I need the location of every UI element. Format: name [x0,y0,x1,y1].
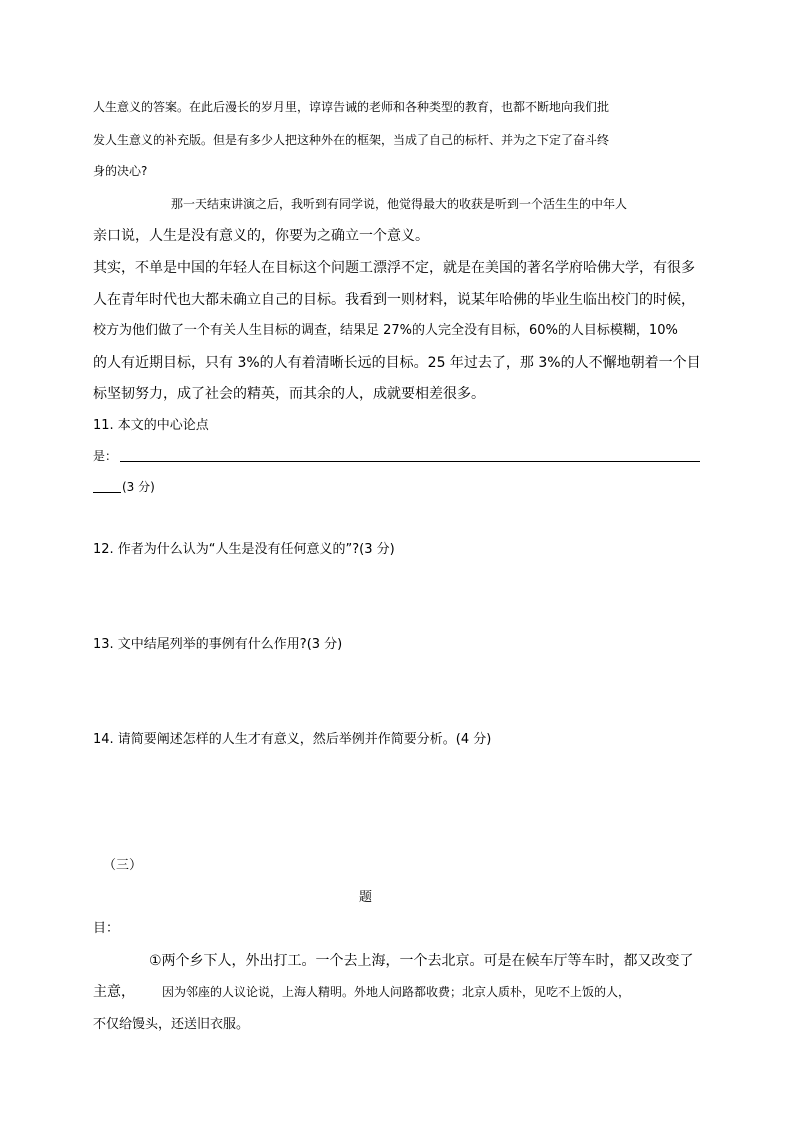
question-12: 12. 作者为什么认为“人生是没有任何意义的”?(3 分) [93,542,395,557]
passage-line: 不仅给馒头，还送旧衣服。 [93,1017,250,1032]
question-11: 11. 本文的中心论点 [93,418,209,433]
question-11-prefix: 是： [93,449,118,463]
question-11-score: (3 分) [122,480,155,494]
passage-line: 那一天结束讲演之后，我听到有同学说，他觉得最大的收获是听到一个活生生的中年人 [171,197,628,211]
passage-line: 亲口说，人生是没有意义的，你要为之确立一个意义。 [93,228,429,244]
question-14: 14. 请简要阐述怎样的人生才有意义，然后举例并作简要分析。(4 分) [93,732,492,747]
passage-line: 人在青年时代也大都未确立自己的目标。我看到一则材料，说某年哈佛的毕业生临出校门的时候， [93,292,695,308]
passage-line: 身的决心? [93,164,148,178]
title-rest: 目： [93,921,120,936]
passage-line: 人生意义的答案。在此后漫长的岁月里，谆谆告诫的老师和各种类型的教育，也都不断地向我们批 [93,100,610,114]
question-13: 13. 文中结尾列举的事例有什么作用?(3 分) [93,637,343,652]
passage-line: 校方为他们做了一个有关人生目标的调查，结果足 27%的人完全没有目标，60%的人目标模糊，10% [93,323,678,338]
answer-line-short [93,492,121,493]
answer-line [120,461,700,462]
section-label: （三） [103,858,143,873]
passage-line: 发人生意义的补充版。但是有多少人把这种外在的框架，当成了自己的标杆、并为之下定了奋斗终 [93,133,610,147]
passage-line: 标坚韧努力，成了社会的精英，而其余的人，成就要相差很多。 [93,386,485,402]
passage-line: 因为邻座的人议论说，上海人精明。外地人问路都收费；北京人质朴，见吃不上饭的人， [162,985,631,999]
passage-line: 其实，不单是中国的年轻人在目标这个问题工漂浮不定，就是在美国的著名学府哈佛大学，有很多 [93,260,695,276]
passage-line: ①两个乡下人，外出打工。一个去上海，一个去北京。可是在候车厅等车时，都又改变了 [149,953,694,969]
passage-line: 的人有近期目标，只有 3%的人有着清晰长远的目标。25 年过去了，那 3%的人不懈地朝着一个目 [93,355,701,371]
passage-line: 主意， [93,984,135,1000]
title-char: 题 [359,890,373,905]
